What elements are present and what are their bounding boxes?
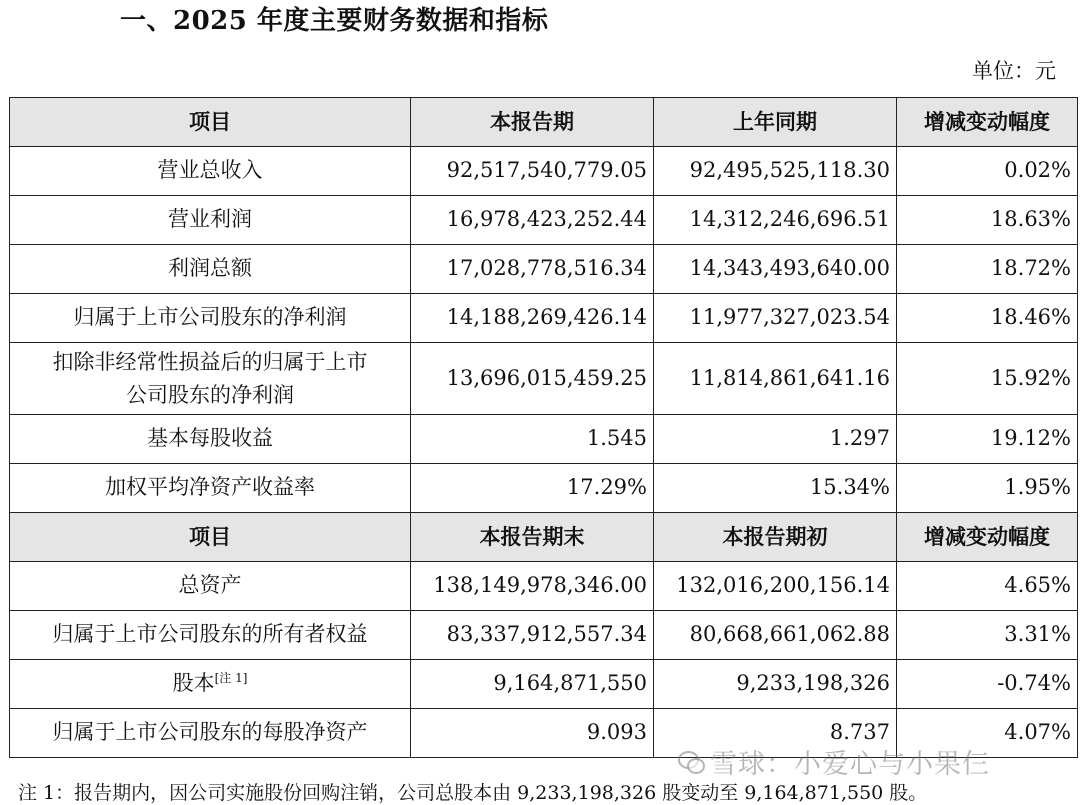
row-label: 基本每股收益 (10, 415, 411, 464)
header-change: 增减变动幅度 (897, 98, 1078, 147)
unit-label: 单位：元 (972, 59, 1056, 83)
table-row (10, 464, 1078, 513)
change-value: 19.12% (897, 415, 1078, 464)
row-label: 归属于上市公司股东的净利润 (10, 294, 411, 343)
change-value: 15.92% (897, 343, 1078, 415)
prior-value: 1.297 (654, 415, 897, 464)
row-label: 利润总额 (10, 245, 411, 294)
current-value: 16,978,423,252.44 (411, 196, 654, 245)
footnote-ref: [注 1] (214, 671, 248, 686)
change-value: 4.65% (897, 562, 1078, 611)
prior-value: 9,233,198,326 (654, 660, 897, 709)
current-value: 138,149,978,346.00 (411, 562, 654, 611)
change-value: 4.07% (897, 709, 1078, 758)
prior-value: 14,312,246,696.51 (654, 196, 897, 245)
header-item: 项目 (10, 98, 411, 147)
header-period-end: 本报告期末 (411, 513, 654, 562)
change-value: -0.74% (897, 660, 1078, 709)
header-prior-period: 上年同期 (654, 98, 897, 147)
prior-value: 11,977,327,023.54 (654, 294, 897, 343)
header-current-period: 本报告期 (411, 98, 654, 147)
table-row (10, 415, 1078, 464)
current-value: 9.093 (411, 709, 654, 758)
table-row (10, 611, 1078, 660)
row-label: 营业总收入 (10, 147, 411, 196)
header-item: 项目 (10, 513, 411, 562)
current-value: 1.545 (411, 415, 654, 464)
footnote: 注 1：报告期内，因公司实施股份回购注销，公司总股本由 9,233,198,326 股变动至 9,164,871,550 股。 (18, 782, 928, 804)
row-label-line1: 扣除非经常性损益后的归属于上市 (52, 349, 368, 374)
row-label (10, 660, 411, 709)
current-value: 92,517,540,779.05 (411, 147, 654, 196)
table-row (10, 562, 1078, 611)
prior-value: 11,814,861,641.16 (654, 343, 897, 415)
table-row (10, 245, 1078, 294)
table-row (10, 147, 1078, 196)
current-value: 17,028,778,516.34 (411, 245, 654, 294)
current-value: 83,337,912,557.34 (411, 611, 654, 660)
current-value: 17.29% (411, 464, 654, 513)
change-value: 18.63% (897, 196, 1078, 245)
current-value: 9,164,871,550 (411, 660, 654, 709)
row-label-line2: 公司股东的净利润 (126, 382, 294, 407)
row-label-text: 股本 (172, 671, 215, 696)
change-value: 18.46% (897, 294, 1078, 343)
prior-value: 132,016,200,156.14 (654, 562, 897, 611)
header-period-start: 本报告期初 (654, 513, 897, 562)
table-row (10, 294, 1078, 343)
watermark-text: 雪球：小爱心与小果仨 (710, 749, 990, 780)
table-row (10, 196, 1078, 245)
prior-value: 80,668,661,062.88 (654, 611, 897, 660)
row-label: 加权平均净资产收益率 (10, 464, 411, 513)
change-value: 1.95% (897, 464, 1078, 513)
current-value: 13,696,015,459.25 (411, 343, 654, 415)
row-label: 归属于上市公司股东的每股净资产 (10, 709, 411, 758)
change-value: 3.31% (897, 611, 1078, 660)
prior-value: 92,495,525,118.30 (654, 147, 897, 196)
prior-value: 15.34% (654, 464, 897, 513)
header-change: 增减变动幅度 (897, 513, 1078, 562)
wechat-icon (678, 751, 704, 773)
row-label: 归属于上市公司股东的所有者权益 (10, 611, 411, 660)
row-label: 营业利润 (10, 196, 411, 245)
prior-value: 8.737 (654, 709, 897, 758)
table-row (10, 660, 1078, 709)
financial-table (9, 97, 1078, 758)
row-label (10, 343, 411, 415)
section-title: 一、2025 年度主要财务数据和指标 (120, 6, 549, 36)
change-value: 0.02% (897, 147, 1078, 196)
table-row (10, 343, 1078, 415)
prior-value: 14,343,493,640.00 (654, 245, 897, 294)
change-value: 18.72% (897, 245, 1078, 294)
table-header-row-2 (10, 513, 1078, 562)
table-header-row (10, 98, 1078, 147)
row-label: 总资产 (10, 562, 411, 611)
watermark (678, 742, 990, 781)
current-value: 14,188,269,426.14 (411, 294, 654, 343)
